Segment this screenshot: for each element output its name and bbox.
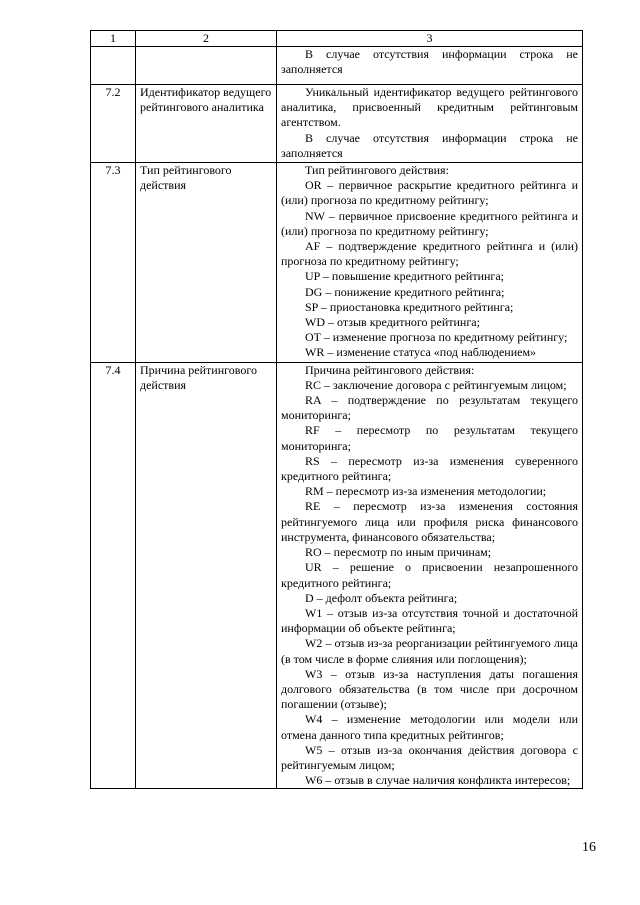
- description-paragraph: RA – подтверждение по результатам текущего мониторинга;: [281, 393, 578, 423]
- description-paragraph: OT – изменение прогноза по кредитному рейтингу;: [305, 330, 568, 345]
- continuation-row: [91, 47, 583, 85]
- description-paragraph: Уникальный идентификатор ведущего рейтингового аналитика, присвоенный кредитным рейтинговым агентством.: [281, 85, 578, 130]
- description-paragraph: RC – заключение договора с рейтингуемым лицом;: [305, 377, 567, 392]
- description-paragraph: RF – пересмотр по результатам текущего мониторинга;: [281, 423, 578, 453]
- row-label: [136, 362, 277, 789]
- description-paragraph: UR – решение о присвоении незапрошенного кредитного рейтинга;: [281, 560, 578, 590]
- fields-table: [90, 30, 583, 789]
- row-label-text: Идентификатор ведущего рейтингового аналитика: [140, 85, 272, 115]
- row-label-text: Причина рейтингового действия: [140, 362, 257, 392]
- row-label-text: Тип рейтингового действия: [140, 163, 232, 193]
- table-row: [91, 362, 583, 789]
- row-label: [136, 163, 277, 363]
- row-label-cell: [136, 47, 277, 85]
- description-paragraph: Тип рейтингового действия:: [305, 163, 449, 178]
- header-col-1: 1: [91, 31, 136, 47]
- description-paragraph: WD – отзыв кредитного рейтинга;: [305, 315, 480, 330]
- description-paragraph: OR – первичное раскрытие кредитного рейтинга и (или) прогноза по кредитному рейтингу;: [281, 178, 578, 208]
- row-description-cell: [277, 362, 583, 789]
- description-paragraph: SP – приостановка кредитного рейтинга;: [305, 299, 514, 314]
- description-paragraph: AF – подтверждение кредитного рейтинга и (или) прогноза по кредитному рейтингу;: [281, 239, 578, 269]
- header-col-3: 3: [277, 31, 583, 47]
- row-number: 7.4: [91, 362, 136, 789]
- description-paragraph: Причина рейтингового действия:: [305, 362, 475, 377]
- description-paragraph: W5 – отзыв из-за окончания действия договора с рейтингуемым лицом;: [281, 742, 578, 772]
- table-row: [91, 85, 583, 163]
- row-label: [136, 85, 277, 163]
- row-description-cell: [277, 47, 583, 85]
- row-description-cell: [277, 85, 583, 163]
- description-paragraph: D – дефолт объекта рейтинга;: [305, 590, 458, 605]
- table-row: [91, 163, 583, 363]
- description-paragraph: W1 – отзыв из-за отсутствия точной и достаточной информации об объекте рейтинга;: [281, 605, 578, 636]
- row-number-cell: [91, 47, 136, 85]
- description-paragraph: W3 – отзыв из-за наступления даты погашения долгового обязательства (в том числе при досрочном погашении (отзыве);: [281, 666, 578, 712]
- header-col-2: 2: [136, 31, 277, 47]
- row-number: 7.2: [91, 85, 136, 163]
- description-paragraph: RM – пересмотр из-за изменения методологии;: [305, 484, 547, 499]
- description-paragraph: W6 – отзыв в случае наличия конфликта интересов;: [305, 773, 571, 788]
- description-paragraph: RS – пересмотр из-за изменения суверенного кредитного рейтинга;: [281, 453, 578, 484]
- description-paragraph: UP – повышение кредитного рейтинга;: [305, 269, 505, 284]
- description-paragraph: RE – пересмотр из-за изменения состояния рейтингуемого лица или профиля риска финансового инструмента, финансового обязательства;: [281, 499, 578, 544]
- row-description-cell: [277, 163, 583, 363]
- description-paragraph: W4 – изменение методологии или модели или отмена данного типа кредитных рейтингов;: [281, 712, 578, 742]
- table-header-row: [91, 31, 583, 47]
- description-paragraph: W2 – отзыв из-за реорганизации рейтингуемого лица (в том числе в форме слияния или поглощения);: [281, 636, 578, 666]
- description-paragraph: RO – пересмотр по иным причинам;: [305, 545, 492, 560]
- page-number: 16: [582, 840, 596, 855]
- description-paragraph: WR – изменение статуса «под наблюдением»: [305, 345, 537, 360]
- description-paragraph: В случае отсутствия информации строка не заполняется: [281, 130, 578, 160]
- description-paragraph: NW – первичное присвоение кредитного рейтинга и (или) прогноза по кредитному рейтингу;: [281, 208, 578, 238]
- row-number: 7.3: [91, 163, 136, 363]
- description-paragraph: В случае отсутствия информации строка не заполняется: [281, 47, 578, 77]
- description-paragraph: DG – понижение кредитного рейтинга;: [305, 284, 505, 299]
